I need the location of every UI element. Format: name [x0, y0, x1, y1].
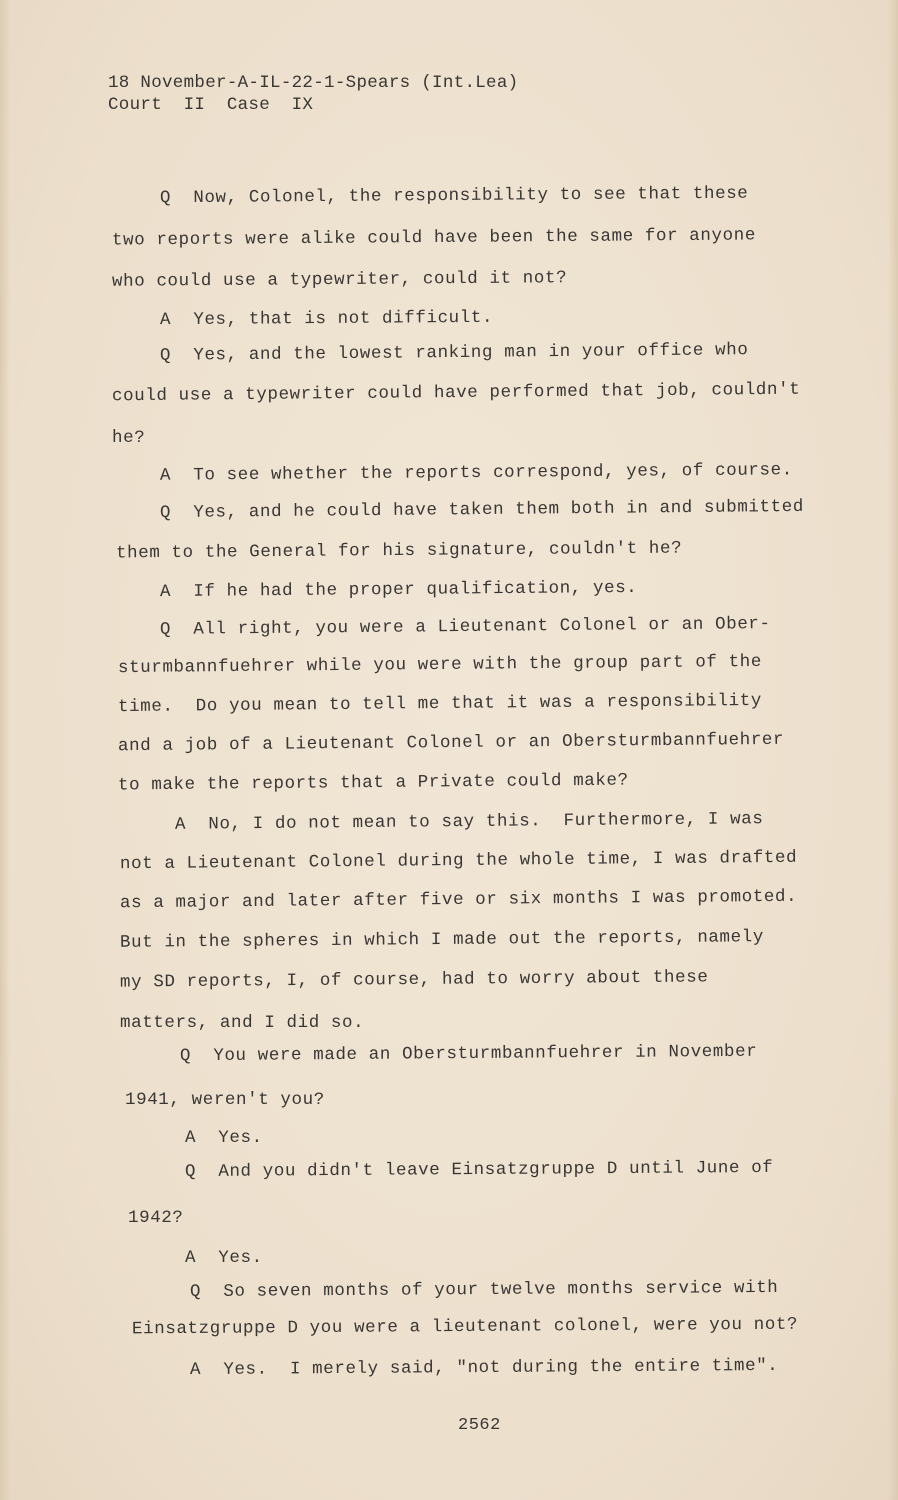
transcript-line: Q Yes, and the lowest ranking man in your office who — [159, 340, 749, 366]
transcript-line: he? — [112, 428, 146, 448]
transcript-line: 1941, weren't you? — [125, 1090, 325, 1110]
transcript-line: could use a typewriter could have performed that job, couldn't — [111, 379, 801, 407]
transcript-line: A Yes. — [185, 1128, 263, 1148]
transcript-line: A Yes. — [185, 1248, 263, 1268]
page-edge-left — [0, 0, 10, 1500]
transcript-line: Q Yes, and he could have taken them both in and submitted — [159, 496, 804, 524]
header-case-line: 18 November-A-IL-22-1-Spears (Int.Lea) — [108, 73, 519, 93]
page-number: 2562 — [458, 1416, 501, 1435]
header-court-line: Court II Case IX — [108, 95, 314, 115]
transcript-line: A Yes, that is not difficult. — [159, 307, 494, 331]
transcript-line: But in the spheres in which I made out the reports, namely — [119, 927, 764, 953]
transcript-line: Q So seven months of your twelve months service with — [189, 1277, 779, 1303]
transcript-line: Q And you didn't leave Einsatzgruppe D until June of — [184, 1157, 774, 1183]
transcript-line: matters, and I did so. — [120, 1013, 365, 1033]
transcript-line: time. Do you mean to tell me that it was a responsibility — [117, 690, 762, 718]
transcript-line: Q All right, you were a Lieutenant Colonel or an Ober- — [159, 614, 771, 640]
transcript-line: A To see whether the reports correspond, yes, of course. — [159, 460, 793, 486]
transcript-line: Q Now, Colonel, the responsibility to see that these — [159, 183, 749, 209]
transcript-line: as a major and later after five or six months I was promoted. — [119, 886, 798, 914]
transcript-line: A Yes. I merely said, "not during the entire time". — [189, 1355, 779, 1381]
transcript-line: two reports were alike could have been the same for anyone — [111, 225, 756, 251]
transcript-line: Einsatzgruppe D you were a lieutenant colonel, were you not? — [131, 1314, 799, 1340]
transcript-line: sturmbannfuehrer while you were with the group part of the — [117, 651, 762, 679]
transcript-line: them to the General for his signature, couldn't he? — [115, 538, 683, 564]
transcript-line: 1942? — [128, 1208, 184, 1228]
transcript-line: A If he had the proper qualification, yes. — [159, 577, 638, 603]
transcript-line: and a job of a Lieutenant Colonel or an Obersturmbannfuehrer — [117, 729, 785, 757]
page-edge-right — [888, 0, 898, 1500]
transcript-line: A No, I do not mean to say this. Furthermore, I was — [174, 809, 764, 835]
transcript-line: my SD reports, I, of course, had to worry about these — [119, 967, 709, 993]
transcript-line: not a Lieutenant Colonel during the whole time, I was drafted — [119, 847, 798, 875]
transcript-line: Q You were made an Obersturmbannfuehrer in November — [179, 1041, 758, 1067]
transcript-line: to make the reports that a Private could make? — [117, 770, 629, 796]
transcript-line: who could use a typewriter, could it not? — [111, 268, 568, 292]
document-header — [108, 72, 518, 116]
